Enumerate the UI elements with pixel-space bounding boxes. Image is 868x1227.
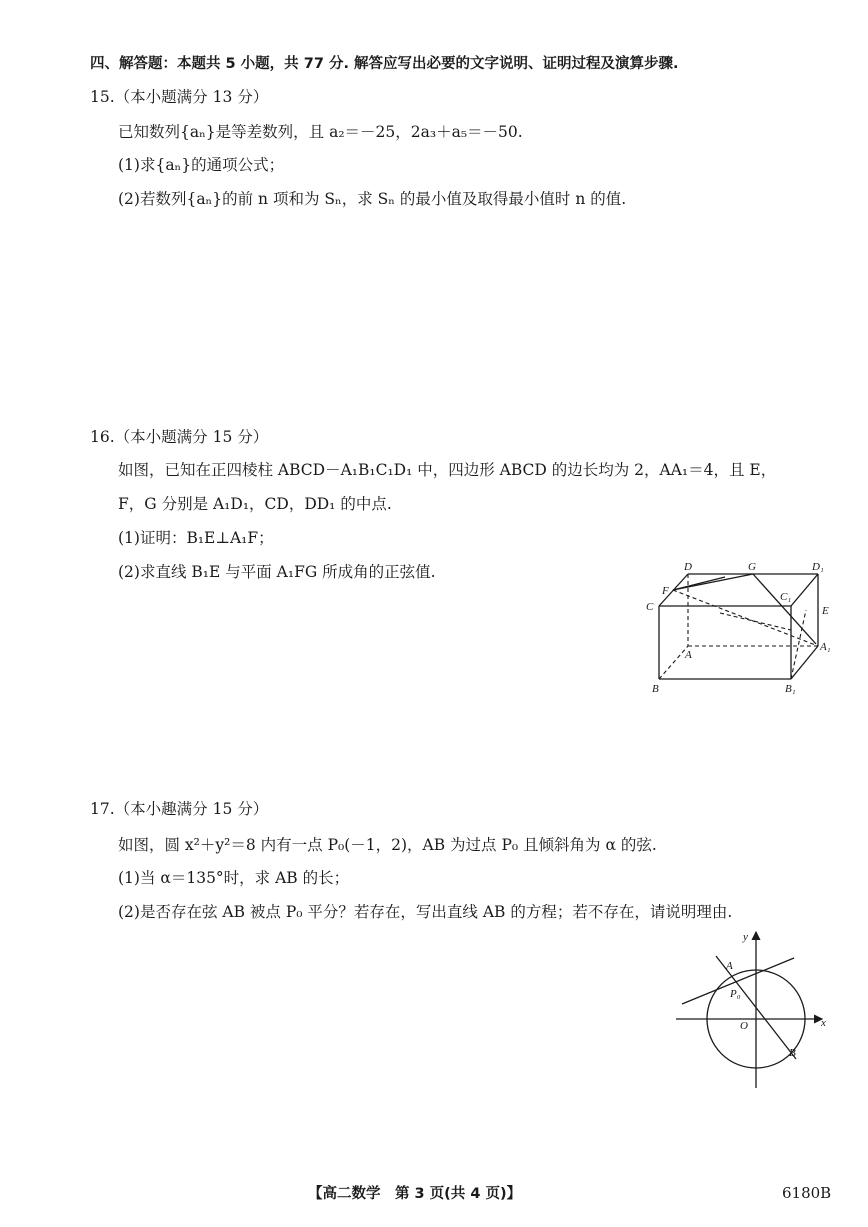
hidden-edge-BA [659, 646, 688, 679]
edge-C1D1 [791, 574, 818, 606]
segment-FG-inner [673, 577, 725, 590]
page-code: 6180B [782, 1184, 832, 1202]
label-A1: A₁ [820, 641, 831, 653]
label-A: A [726, 960, 733, 972]
label-A: A [685, 649, 692, 661]
prism-figure [640, 556, 840, 701]
label-C1: C₁ [780, 591, 792, 603]
label-F: F [662, 585, 669, 597]
label-P0: P₀ [730, 988, 741, 1000]
q17-heading: 17.（本小趣满分 15 分） [90, 800, 269, 818]
q15-heading: 15.（本小题满分 13 分） [90, 88, 269, 106]
hidden-segment-B1E [791, 610, 806, 679]
label-B: B [652, 683, 659, 695]
hidden-segment-inner [720, 613, 791, 630]
q16-part1: (1)证明：B₁E⊥A₁F； [118, 529, 274, 547]
label-x: x [821, 1017, 826, 1029]
label-D: D [684, 561, 692, 573]
q15-part1: (1)求{aₙ}的通项公式； [118, 156, 285, 174]
circle-figure [672, 926, 842, 1096]
q16-heading: 16.（本小题满分 15 分） [90, 428, 269, 446]
q16-stem-line2: F，G 分别是 A₁D₁，CD，DD₁ 的中点. [118, 495, 392, 513]
q17-stem: 如图，圆 x²＋y²＝8 内有一点 P₀(－1，2)，AB 为过点 P₀ 且倾斜角为 α 的弦. [118, 836, 657, 854]
q16-stem-line1: 如图，已知在正四棱柱 ABCD－A₁B₁C₁D₁ 中，四边形 ABCD 的边长均为 2，AA₁＝4，且 E， [118, 461, 777, 479]
section-header: 四、解答题：本题共 5 小题，共 77 分. 解答应写出必要的文字说明、证明过程及演算步骤. [90, 56, 679, 72]
label-E: E [822, 605, 829, 617]
page-footer: 【高二数学 第 3 页(共 4 页)】 [308, 1186, 522, 1202]
label-O: O [740, 1020, 748, 1032]
label-D1: D₁ [812, 561, 824, 573]
q15-part2: (2)若数列{aₙ}的前 n 项和为 Sₙ，求 Sₙ 的最小值及取得最小值时 n 的值. [118, 190, 627, 208]
label-y: y [743, 931, 748, 943]
hidden-segment-FA1 [673, 590, 818, 646]
q16-part2: (2)求直线 B₁E 与平面 A₁FG 所成角的正弦值. [118, 563, 436, 581]
q17-part2: (2)是否存在弦 AB 被点 P₀ 平分？若存在，写出直线 AB 的方程；若不存在，请说明理由. [118, 903, 733, 921]
label-B1: B₁ [785, 683, 796, 695]
label-B: B [789, 1047, 796, 1059]
q15-stem: 已知数列{aₙ}是等差数列，且 a₂＝－25，2a₃＋a₅＝－50. [118, 123, 523, 141]
label-C: C [646, 601, 654, 613]
label-G: G [748, 561, 756, 573]
q17-part1: (1)当 α＝135°时，求 AB 的长； [118, 869, 350, 887]
